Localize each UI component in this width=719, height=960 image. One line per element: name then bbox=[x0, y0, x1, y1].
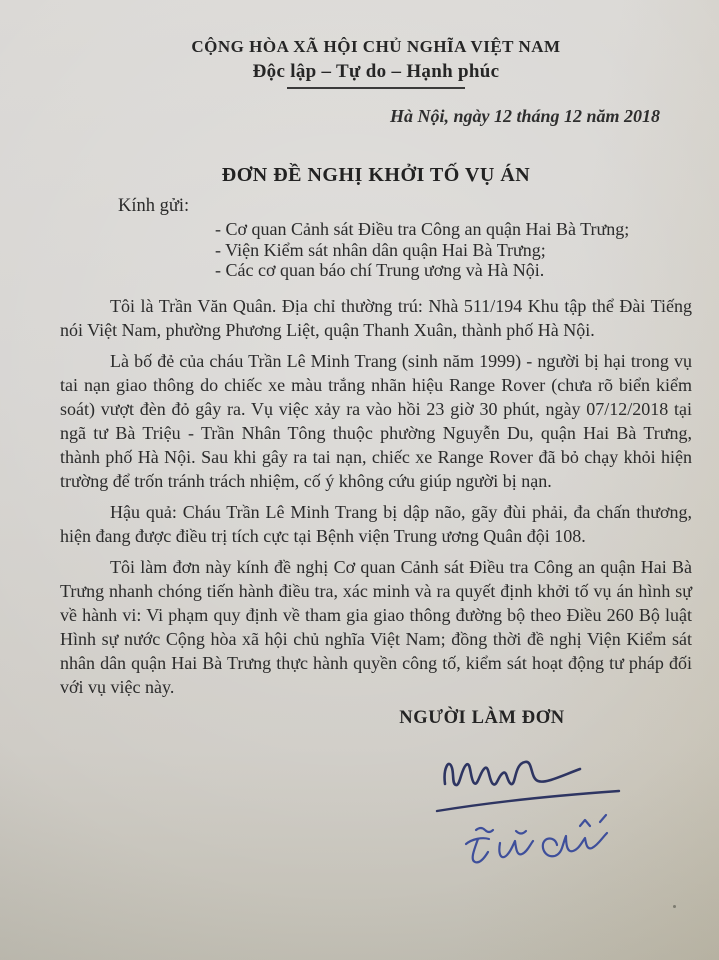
document-body bbox=[60, 294, 692, 699]
body-paragraph-incident: Là bố đẻ của cháu Trần Lê Minh Trang (sinh năm 1999) - người bị hại trong vụ tai nạn giao thông do chiếc xe màu trắng nhãn hiệu Range Rover (chưa rõ biển kiểm soát) vượt đèn đỏ gây ra. Vụ việc xảy ra vào hồi 23 giờ 30 phút, ngày 07/12/2018 tại ngã tư Bà Triệu - Trần Nhân Tông thuộc phường Nguyễn Du, quận Hai Bà Trưng, thành phố Hà Nội. Sau khi gây ra tai nạn, chiếc xe Range Rover đã bỏ chạy khỏi hiện trường để trốn tránh trách nhiệm, cố ý không cứu giúp người bị nạn. bbox=[60, 350, 692, 491]
document-sheet bbox=[60, 0, 692, 884]
country-name: CỘNG HÒA XÃ HỘI CHỦ NGHĨA VIỆT NAM bbox=[191, 37, 561, 56]
national-header bbox=[60, 36, 692, 89]
signature-scrawl bbox=[445, 761, 580, 784]
signer-heading: NGƯỜI LÀM ĐƠN bbox=[399, 707, 565, 728]
recipient-line: - Viện Kiểm sát nhân dân quận Hai Bà Trưng; bbox=[215, 239, 546, 260]
document-title: ĐƠN ĐỀ NGHỊ KHỞI TỐ VỤ ÁN bbox=[221, 164, 531, 186]
salutation: Kính gửi: bbox=[118, 196, 190, 216]
dateline: Hà Nội, ngày 12 tháng 12 năm 2018 bbox=[389, 106, 660, 126]
body-paragraph-request: Tôi làm đơn này kính đề nghị Cơ quan Cảnh sát Điều tra Công an quận Hai Bà Trưng nhanh chóng tiến hành điều tra, xác minh và ra quyết định khởi tố vụ án hình sự về hành vi: Vi phạm quy định về tham gia giao thông đường bộ theo Điều 260 Bộ luật Hình sự nước Cộng hòa xã hội chủ nghĩa Việt Nam; đồng thời đề nghị Viện Kiểm sát nhân dân quận Hai Bà Trưng thực hành quyền công tố, kiểm sát hoạt động tư pháp đối với vụ việc này. bbox=[60, 556, 692, 697]
recipient-line: - Cơ quan Cảnh sát Điều tra Công an quận Hai Bà Trưng; bbox=[215, 219, 630, 239]
handwritten-name bbox=[466, 815, 607, 862]
signature-underline-stroke bbox=[437, 791, 619, 811]
signature-block bbox=[342, 707, 622, 884]
recipient-line: - Các cơ quan báo chí Trung ương và Hà Nội. bbox=[215, 260, 545, 280]
national-motto: Độc lập – Tự do – Hạnh phúc bbox=[252, 61, 500, 82]
body-paragraph-consequences: Hậu quả: Cháu Trần Lê Minh Trang bị dập não, gãy đùi phải, đa chấn thương, hiện đang được điều trị tích cực tại Bệnh viện Trung ương Quân đội 108. bbox=[60, 501, 692, 546]
recipients-list bbox=[215, 219, 692, 281]
handwritten-signature bbox=[342, 734, 622, 884]
body-paragraph-introduction: Tôi là Trần Văn Quân. Địa chỉ thường trú: Nhà 511/194 Khu tập thể Đài Tiếng nói Việt Nam, phường Phương Liệt, quận Thanh Xuân, thành phố Hà Nội. bbox=[60, 295, 692, 340]
paper-speck bbox=[673, 905, 676, 908]
motto-underline bbox=[287, 87, 465, 89]
